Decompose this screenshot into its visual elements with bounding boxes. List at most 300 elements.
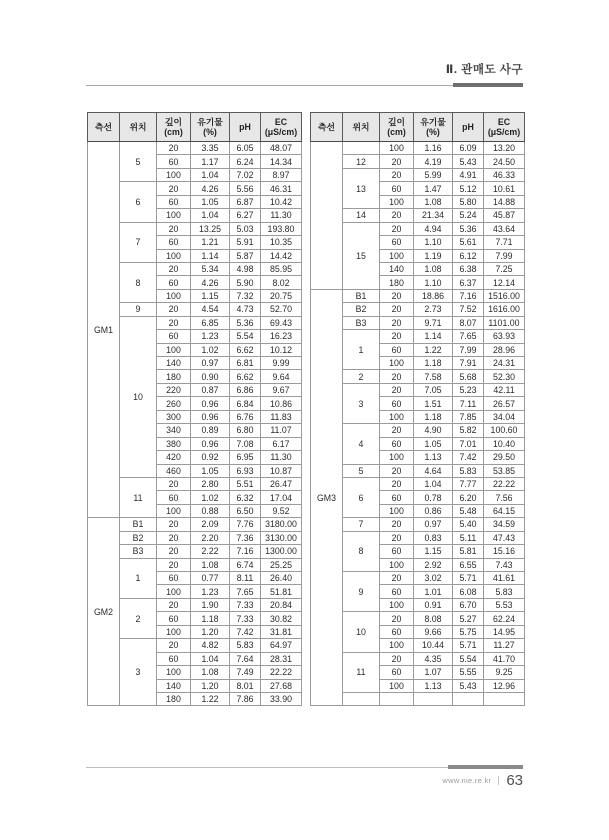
ph-cell: 6.50 xyxy=(230,504,261,517)
page-title: Ⅱ. 관매도 사구 xyxy=(445,64,523,76)
depth-cell: 20 xyxy=(380,652,414,665)
depth-cell: 100 xyxy=(157,666,191,679)
position-cell: 5 xyxy=(120,142,157,182)
ph-cell: 5.40 xyxy=(453,518,484,531)
ec-cell: 9.25 xyxy=(484,666,525,679)
depth-cell: 60 xyxy=(380,545,414,558)
ph-cell: 6.62 xyxy=(230,370,261,383)
depth-cell: 60 xyxy=(157,276,191,289)
depth-cell: 20 xyxy=(380,612,414,625)
ec-cell: 1300.00 xyxy=(261,545,302,558)
soil-table-left xyxy=(87,112,302,706)
organic-matter-cell: 1.51 xyxy=(414,397,453,410)
ec-cell: 7.71 xyxy=(484,236,525,249)
ph-cell: 6.38 xyxy=(453,262,484,275)
ph-cell: 6.05 xyxy=(230,142,261,155)
ph-cell: 6.81 xyxy=(230,357,261,370)
ph-cell: 5.36 xyxy=(230,316,261,329)
depth-cell: 60 xyxy=(380,491,414,504)
ph-cell: 5.75 xyxy=(453,625,484,638)
ec-cell: 10.86 xyxy=(261,397,302,410)
organic-matter-cell: 4.35 xyxy=(414,652,453,665)
organic-matter-cell: 1.01 xyxy=(414,585,453,598)
organic-matter-cell: 1.47 xyxy=(414,182,453,195)
organic-matter-cell: 2.09 xyxy=(191,518,230,531)
position-cell: B2 xyxy=(343,303,380,316)
ph-cell: 7.32 xyxy=(230,289,261,302)
organic-matter-cell: 4.26 xyxy=(191,276,230,289)
ec-cell: 10.87 xyxy=(261,464,302,477)
ec-cell: 12.14 xyxy=(484,276,525,289)
organic-matter-cell: 3.02 xyxy=(414,572,453,585)
ec-cell xyxy=(484,692,525,705)
depth-cell: 20 xyxy=(380,209,414,222)
depth-cell: 180 xyxy=(380,276,414,289)
position-cell xyxy=(343,692,380,705)
page-number: 63 xyxy=(506,772,523,789)
organic-matter-cell: 1.05 xyxy=(191,464,230,477)
depth-cell: 100 xyxy=(380,504,414,517)
ph-cell: 7.77 xyxy=(453,477,484,490)
organic-matter-cell: 0.92 xyxy=(191,451,230,464)
ec-cell: 11.30 xyxy=(261,451,302,464)
ec-cell: 43.64 xyxy=(484,222,525,235)
ph-cell: 7.86 xyxy=(230,692,261,705)
table-row xyxy=(311,155,525,168)
organic-matter-cell: 1.08 xyxy=(414,195,453,208)
table-row xyxy=(311,652,525,665)
position-cell: 3 xyxy=(120,639,157,706)
organic-matter-cell: 1.07 xyxy=(414,666,453,679)
organic-matter-cell: 4.82 xyxy=(191,639,230,652)
depth-cell: 100 xyxy=(380,357,414,370)
position-cell: 13 xyxy=(343,168,380,208)
ph-cell: 7.65 xyxy=(230,585,261,598)
ec-cell: 33.90 xyxy=(261,692,302,705)
organic-matter-cell: 0.89 xyxy=(191,424,230,437)
organic-matter-cell: 1.05 xyxy=(191,195,230,208)
depth-cell: 300 xyxy=(157,410,191,423)
ph-cell: 4.91 xyxy=(453,168,484,181)
organic-matter-cell: 9.66 xyxy=(414,625,453,638)
ec-cell: 1616.00 xyxy=(484,303,525,316)
depth-cell: 20 xyxy=(157,545,191,558)
ph-cell: 6.37 xyxy=(453,276,484,289)
column-header: 측선 xyxy=(311,113,343,142)
ec-cell: 26.47 xyxy=(261,477,302,490)
depth-cell: 60 xyxy=(157,330,191,343)
position-cell: 11 xyxy=(343,652,380,692)
ec-cell: 12.96 xyxy=(484,679,525,692)
organic-matter-cell: 1.13 xyxy=(414,451,453,464)
depth-cell: 140 xyxy=(157,357,191,370)
organic-matter-cell: 21.34 xyxy=(414,209,453,222)
position-cell: 9 xyxy=(120,303,157,316)
ec-cell: 15.16 xyxy=(484,545,525,558)
ph-cell: 5.24 xyxy=(453,209,484,222)
organic-matter-cell: 1.19 xyxy=(414,249,453,262)
ec-cell: 63.93 xyxy=(484,330,525,343)
ph-cell: 5.51 xyxy=(230,477,261,490)
ec-cell: 7.56 xyxy=(484,491,525,504)
table-row xyxy=(311,464,525,477)
ph-cell: 6.70 xyxy=(453,598,484,611)
ph-cell: 5.56 xyxy=(230,182,261,195)
ec-cell: 48.07 xyxy=(261,142,302,155)
ec-cell: 51.81 xyxy=(261,585,302,598)
ec-cell: 9.67 xyxy=(261,383,302,396)
ph-cell: 7.16 xyxy=(230,545,261,558)
ph-cell: 6.09 xyxy=(453,142,484,155)
table-row xyxy=(311,612,525,625)
organic-matter-cell: 13.25 xyxy=(191,222,230,235)
organic-matter-cell: 4.19 xyxy=(414,155,453,168)
organic-matter-cell: 1.02 xyxy=(191,491,230,504)
ph-cell: 7.36 xyxy=(230,531,261,544)
position-cell xyxy=(343,142,380,155)
ec-cell: 13.20 xyxy=(484,142,525,155)
ph-cell: 6.87 xyxy=(230,195,261,208)
organic-matter-cell: 4.26 xyxy=(191,182,230,195)
table-row xyxy=(88,477,302,490)
table-row xyxy=(311,518,525,531)
ec-cell: 27.68 xyxy=(261,679,302,692)
ec-cell: 11.30 xyxy=(261,209,302,222)
depth-cell: 100 xyxy=(157,343,191,356)
depth-cell: 60 xyxy=(157,155,191,168)
depth-cell: 100 xyxy=(157,209,191,222)
table-row xyxy=(88,639,302,652)
ph-cell: 7.02 xyxy=(230,168,261,181)
table-row xyxy=(311,531,525,544)
ph-cell: 7.01 xyxy=(453,437,484,450)
depth-cell: 20 xyxy=(157,477,191,490)
ph-cell: 6.84 xyxy=(230,397,261,410)
ph-cell: 4.98 xyxy=(230,262,261,275)
ec-cell: 64.15 xyxy=(484,504,525,517)
ec-cell: 45.87 xyxy=(484,209,525,222)
depth-cell: 20 xyxy=(157,316,191,329)
ph-cell: 8.07 xyxy=(453,316,484,329)
depth-cell: 220 xyxy=(157,383,191,396)
transect-cell xyxy=(311,142,343,290)
position-cell: 3 xyxy=(343,383,380,423)
ph-cell: 7.16 xyxy=(453,289,484,302)
ph-cell: 5.48 xyxy=(453,504,484,517)
organic-matter-cell: 4.64 xyxy=(414,464,453,477)
ec-cell: 42.11 xyxy=(484,383,525,396)
position-cell: 12 xyxy=(343,155,380,168)
ec-cell: 85.95 xyxy=(261,262,302,275)
depth-cell: 60 xyxy=(157,572,191,585)
ec-cell: 1516.00 xyxy=(484,289,525,302)
ph-cell: 8.11 xyxy=(230,572,261,585)
position-cell: 5 xyxy=(343,464,380,477)
depth-cell: 20 xyxy=(157,303,191,316)
position-cell: 9 xyxy=(343,572,380,612)
organic-matter-cell: 1.15 xyxy=(414,545,453,558)
organic-matter-cell: 1.04 xyxy=(414,477,453,490)
depth-cell: 60 xyxy=(380,182,414,195)
ph-cell: 5.55 xyxy=(453,666,484,679)
ph-cell: 5.87 xyxy=(230,249,261,262)
depth-cell: 60 xyxy=(157,612,191,625)
ph-cell: 6.95 xyxy=(230,451,261,464)
depth-cell: 100 xyxy=(157,249,191,262)
depth-cell: 100 xyxy=(380,249,414,262)
table-row xyxy=(311,477,525,490)
organic-matter-cell: 6.85 xyxy=(191,316,230,329)
organic-matter-cell: 3.35 xyxy=(191,142,230,155)
ec-cell: 7.25 xyxy=(484,262,525,275)
ec-cell: 34.04 xyxy=(484,410,525,423)
depth-cell: 100 xyxy=(380,558,414,571)
ec-cell: 9.64 xyxy=(261,370,302,383)
organic-matter-cell: 1.08 xyxy=(414,262,453,275)
position-cell: 8 xyxy=(120,262,157,302)
ec-cell: 52.30 xyxy=(484,370,525,383)
ph-cell: 6.24 xyxy=(230,155,261,168)
ec-cell: 7.43 xyxy=(484,558,525,571)
organic-matter-cell: 1.16 xyxy=(414,142,453,155)
depth-cell: 100 xyxy=(380,639,414,652)
column-header: EC (μS/cm) xyxy=(261,113,302,142)
table-row xyxy=(311,370,525,383)
organic-matter-cell: 0.96 xyxy=(191,410,230,423)
soil-table-right xyxy=(310,112,525,706)
depth-cell: 20 xyxy=(380,370,414,383)
ph-cell xyxy=(453,692,484,705)
depth-cell: 20 xyxy=(380,518,414,531)
ph-cell: 7.64 xyxy=(230,652,261,665)
position-cell: 6 xyxy=(120,182,157,222)
depth-cell: 140 xyxy=(380,262,414,275)
ec-cell: 28.96 xyxy=(484,343,525,356)
depth-cell: 20 xyxy=(380,303,414,316)
organic-matter-cell: 1.21 xyxy=(191,236,230,249)
ph-cell: 7.91 xyxy=(453,357,484,370)
depth-cell: 20 xyxy=(380,572,414,585)
table-row xyxy=(88,518,302,531)
depth-cell: 20 xyxy=(157,142,191,155)
ec-cell: 25.25 xyxy=(261,558,302,571)
organic-matter-cell: 0.86 xyxy=(414,504,453,517)
depth-cell: 100 xyxy=(157,585,191,598)
organic-matter-cell: 0.90 xyxy=(191,370,230,383)
position-cell: 10 xyxy=(343,612,380,652)
depth-cell: 100 xyxy=(380,195,414,208)
footer-website: www.nie.re.kr xyxy=(442,776,492,785)
depth-cell: 100 xyxy=(157,504,191,517)
position-cell: B1 xyxy=(120,518,157,531)
ec-cell: 193.80 xyxy=(261,222,302,235)
ph-cell: 6.20 xyxy=(453,491,484,504)
table-row xyxy=(311,142,525,155)
column-header: 깊이 (cm) xyxy=(157,113,191,142)
position-cell: 11 xyxy=(120,477,157,517)
position-cell: 15 xyxy=(343,222,380,289)
ph-cell: 5.81 xyxy=(453,545,484,558)
ec-cell: 16.23 xyxy=(261,330,302,343)
header-rule-accent xyxy=(453,83,523,87)
ph-cell: 8.01 xyxy=(230,679,261,692)
footer-rule-accent xyxy=(448,765,523,769)
transect-cell: GM2 xyxy=(88,518,120,706)
organic-matter-cell: 0.96 xyxy=(191,437,230,450)
ph-cell: 6.76 xyxy=(230,410,261,423)
table-row xyxy=(88,558,302,571)
organic-matter-cell: 1.10 xyxy=(414,236,453,249)
depth-cell: 100 xyxy=(380,679,414,692)
depth-cell: 100 xyxy=(157,168,191,181)
table-row xyxy=(311,383,525,396)
ec-cell: 69.43 xyxy=(261,316,302,329)
table-row xyxy=(88,303,302,316)
organic-matter-cell: 1.18 xyxy=(191,612,230,625)
ec-cell: 8.02 xyxy=(261,276,302,289)
ec-cell: 5.83 xyxy=(484,585,525,598)
ec-cell: 100.60 xyxy=(484,424,525,437)
column-header: 깊이 (cm) xyxy=(380,113,414,142)
table-row xyxy=(88,182,302,195)
ph-cell: 7.11 xyxy=(453,397,484,410)
depth-cell: 100 xyxy=(157,625,191,638)
ph-cell: 5.71 xyxy=(453,572,484,585)
ec-cell: 14.88 xyxy=(484,195,525,208)
ec-cell: 9.99 xyxy=(261,357,302,370)
ph-cell: 5.11 xyxy=(453,531,484,544)
position-cell: 2 xyxy=(120,598,157,638)
organic-matter-cell: 0.83 xyxy=(414,531,453,544)
ec-cell: 24.50 xyxy=(484,155,525,168)
ec-cell: 26.40 xyxy=(261,572,302,585)
table-row xyxy=(311,303,525,316)
organic-matter-cell: 9.71 xyxy=(414,316,453,329)
depth-cell: 20 xyxy=(157,531,191,544)
organic-matter-cell: 5.34 xyxy=(191,262,230,275)
ph-cell: 7.49 xyxy=(230,666,261,679)
depth-cell: 420 xyxy=(157,451,191,464)
ec-cell: 14.34 xyxy=(261,155,302,168)
ec-cell: 5.53 xyxy=(484,598,525,611)
depth-cell: 180 xyxy=(157,370,191,383)
depth-cell: 20 xyxy=(380,330,414,343)
ph-cell: 6.12 xyxy=(453,249,484,262)
table-row xyxy=(311,424,525,437)
ph-cell: 6.93 xyxy=(230,464,261,477)
organic-matter-cell: 1.08 xyxy=(191,666,230,679)
ec-cell: 46.33 xyxy=(484,168,525,181)
ec-cell: 1101.00 xyxy=(484,316,525,329)
ph-cell: 5.61 xyxy=(453,236,484,249)
depth-cell: 60 xyxy=(380,625,414,638)
organic-matter-cell: 2.20 xyxy=(191,531,230,544)
position-cell: 10 xyxy=(120,316,157,477)
table-row xyxy=(311,289,525,302)
ec-cell: 41.70 xyxy=(484,652,525,665)
depth-cell: 180 xyxy=(157,692,191,705)
ph-cell: 7.42 xyxy=(453,451,484,464)
organic-matter-cell: 1.04 xyxy=(191,209,230,222)
table-row xyxy=(88,142,302,155)
organic-matter-cell: 1.18 xyxy=(414,357,453,370)
ec-cell: 10.40 xyxy=(484,437,525,450)
ph-cell: 7.33 xyxy=(230,598,261,611)
ec-cell: 8.97 xyxy=(261,168,302,181)
footer-divider xyxy=(498,776,499,785)
organic-matter-cell: 0.97 xyxy=(414,518,453,531)
depth-cell: 260 xyxy=(157,397,191,410)
organic-matter-cell: 1.05 xyxy=(414,437,453,450)
depth-cell: 20 xyxy=(380,477,414,490)
column-header: 유기물 (%) xyxy=(414,113,453,142)
ph-cell: 6.74 xyxy=(230,558,261,571)
organic-matter-cell: 1.04 xyxy=(191,652,230,665)
organic-matter-cell: 0.96 xyxy=(191,397,230,410)
organic-matter-cell: 1.20 xyxy=(191,679,230,692)
ec-cell: 3130.00 xyxy=(261,531,302,544)
organic-matter-cell: 1.17 xyxy=(191,155,230,168)
depth-cell: 20 xyxy=(380,289,414,302)
ph-cell: 5.54 xyxy=(230,330,261,343)
depth-cell: 20 xyxy=(380,383,414,396)
depth-cell: 20 xyxy=(380,464,414,477)
ec-cell: 46.31 xyxy=(261,182,302,195)
table-row xyxy=(311,330,525,343)
depth-cell: 20 xyxy=(157,598,191,611)
organic-matter-cell: 4.54 xyxy=(191,303,230,316)
depth-cell: 100 xyxy=(380,410,414,423)
ec-cell: 53.85 xyxy=(484,464,525,477)
position-cell: 1 xyxy=(343,330,380,370)
position-cell: B2 xyxy=(120,531,157,544)
ec-cell: 62.24 xyxy=(484,612,525,625)
depth-cell: 460 xyxy=(157,464,191,477)
organic-matter-cell: 10.44 xyxy=(414,639,453,652)
ph-cell: 5.71 xyxy=(453,639,484,652)
transect-cell: GM1 xyxy=(88,142,120,518)
ec-cell: 10.35 xyxy=(261,236,302,249)
soil-data-tables xyxy=(87,112,525,706)
ph-cell: 7.76 xyxy=(230,518,261,531)
organic-matter-cell: 4.90 xyxy=(414,424,453,437)
organic-matter-cell: 1.90 xyxy=(191,598,230,611)
organic-matter-cell: 0.78 xyxy=(414,491,453,504)
transect-cell: GM3 xyxy=(311,289,343,706)
organic-matter-cell: 1.02 xyxy=(191,343,230,356)
organic-matter-cell: 1.04 xyxy=(191,168,230,181)
organic-matter-cell: 0.88 xyxy=(191,504,230,517)
ph-cell: 6.86 xyxy=(230,383,261,396)
column-header: 위치 xyxy=(343,113,380,142)
ph-cell: 6.08 xyxy=(453,585,484,598)
ec-cell: 14.95 xyxy=(484,625,525,638)
depth-cell: 60 xyxy=(380,343,414,356)
depth-cell: 60 xyxy=(380,236,414,249)
ph-cell: 7.08 xyxy=(230,437,261,450)
depth-cell: 100 xyxy=(157,289,191,302)
ec-cell: 10.42 xyxy=(261,195,302,208)
ph-cell: 5.43 xyxy=(453,155,484,168)
organic-matter-cell: 1.22 xyxy=(414,343,453,356)
depth-cell: 20 xyxy=(157,182,191,195)
ec-cell: 17.04 xyxy=(261,491,302,504)
ec-cell: 20.84 xyxy=(261,598,302,611)
ec-cell: 20.75 xyxy=(261,289,302,302)
ph-cell: 5.80 xyxy=(453,195,484,208)
ec-cell: 10.12 xyxy=(261,343,302,356)
depth-cell: 20 xyxy=(380,316,414,329)
